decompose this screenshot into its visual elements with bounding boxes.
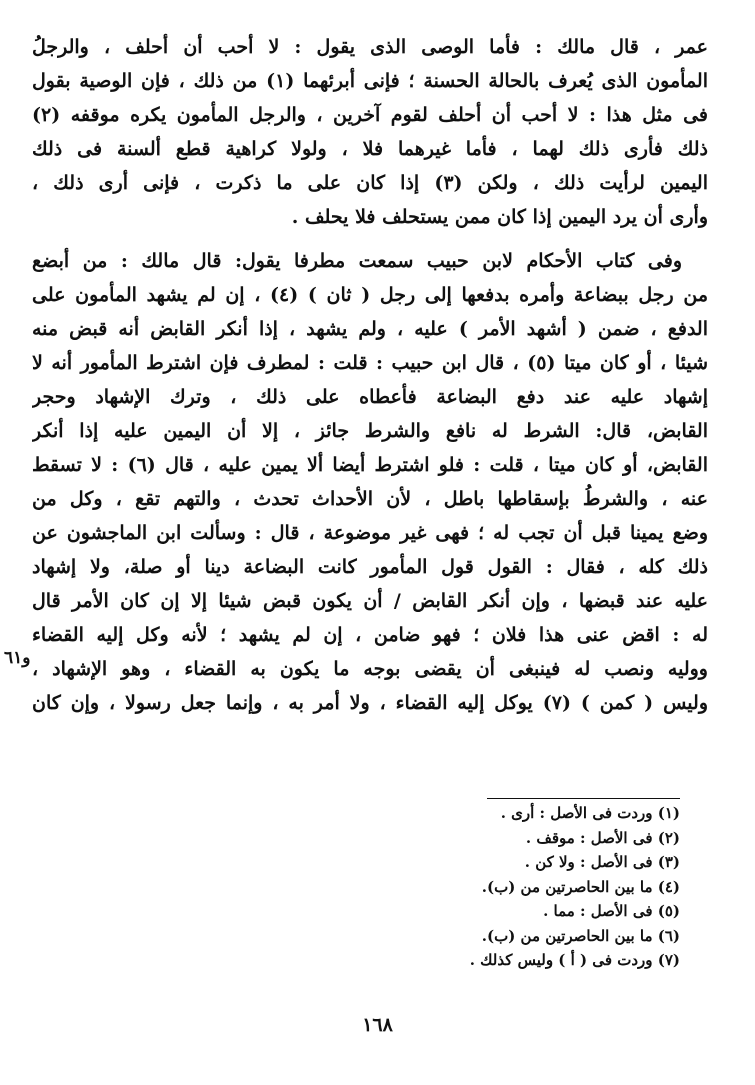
text-line: الدفع ، ضمن ( أشهد الأمر ) عليه ، ولم يشهد ، إذا أنكر القابض أنه قبض منه bbox=[32, 318, 708, 340]
text-line: وليس ( كمن ) (٧) يوكل إليه القضاء ، ولا أمر به ، وإنما جعل رسولا ، وإن كان bbox=[32, 692, 708, 714]
text-line: ذلك كله ، فقال : القول قول المأمور كانت البضاعة دينا أو صلة، ولا إشهاد bbox=[32, 556, 708, 578]
text-line: إشهاد عليه عند دفع البضاعة فأعطاه على ذلك ، وترك الإشهاد وحجر bbox=[32, 386, 708, 408]
footnote: (٦) ما بين الحاصرتين من (ب). bbox=[481, 926, 680, 945]
text-line: وفى كتاب الأحكام لابن حبيب سمعت مطرفا يقول: قال مالك : من أبضع bbox=[32, 250, 682, 272]
text-line: اليمين لرأيت ذلك ، ولكن (٣) إذا كان على ما ذكرت ، فإنى أرى ذلك ، bbox=[32, 172, 708, 194]
footnote: (٥) فى الأصل : مما . bbox=[543, 902, 680, 920]
footnote: (١) وردت فى الأصل : أرى . bbox=[500, 804, 680, 822]
text-line: عمر ، قال مالك : فأما الوصى الذى يقول : لا أحب أن أحلف ، والرجلُ bbox=[32, 36, 708, 58]
text-line: المأمون الذى يُعرف بالحالة الحسنة ؛ فإنى أبرئهما (١) من ذلك ، فإن الوصية بقول bbox=[32, 70, 708, 92]
text-line: ذلك فأرى ذلك لهما ، فأما غيرهما فلا ، ولولا كراهية قطع ألسنة فى ذلك bbox=[32, 138, 708, 160]
folio-margin-note: و٦١ bbox=[4, 648, 31, 668]
footnote: (٢) فى الأصل : موقف . bbox=[525, 828, 680, 847]
text-line: عليه عند قبضها ، وإن أنكر القابض / أن يكون قبض شيئا إلا إن كان الأمر قال bbox=[32, 590, 708, 612]
footnote-divider bbox=[487, 798, 680, 799]
main-text bbox=[32, 30, 708, 720]
text-line: ووليه ونصب له فينبغى أن يقضى بوجه ما يكون به القضاء ، وهو الإشهاد ، bbox=[32, 658, 708, 680]
text-line: له : اقض عنى هذا فلان ؛ فهو ضامن ، إن لم يشهد ؛ لأنه وكل إليه القضاء bbox=[32, 624, 708, 646]
footnote: (٤) ما بين الحاصرتين من (ب). bbox=[481, 877, 680, 896]
page-number: ١٦٨ bbox=[362, 1014, 393, 1036]
text-line: وأرى أن يرد اليمين إذا كان ممن يستحلف فلا يحلف . bbox=[291, 206, 708, 228]
text-line: عنه ، والشرطُ بإسقاطها باطل ، لأن الأحداث تحدث ، والتهم تقع ، وكل من bbox=[32, 488, 708, 510]
footnotes bbox=[300, 801, 680, 973]
text-line: من رجل ببضاعة وأمره بدفعها إلى رجل ( ثان ) (٤) ، إن لم يشهد المأمون على bbox=[32, 284, 708, 306]
text-line: فى مثل هذا : لا أحب أن أحلف لقوم آخرين ، والرجل المأمون يكره موقفه (٢) bbox=[32, 104, 708, 126]
text-line: شيئا ، أو كان ميتا (٥) ، قال ابن حبيب : قلت : لمطرف فإن اشترط المأمور أنه لا bbox=[32, 352, 708, 374]
paragraph-gap bbox=[32, 234, 708, 244]
text-line: القابض، أو كان ميتا ، قلت : فلو اشترط أيضا ألا يمين عليه ، قال (٦) : لا تسقط bbox=[32, 454, 708, 476]
footnote: (٧) وردت فى ( أ ) وليس كذلك . bbox=[469, 951, 680, 969]
footnote: (٣) فى الأصل : ولا كن . bbox=[524, 853, 680, 871]
text-line: وضع يمينا قبل أن تجب له ؛ فهى غير موضوعة ، قال : وسألت ابن الماجشون عن bbox=[32, 522, 708, 544]
text-line: القابض، قال: الشرط له نافع والشرط جائز ، إلا أن اليمين عليه إذا أنكر bbox=[32, 420, 708, 442]
